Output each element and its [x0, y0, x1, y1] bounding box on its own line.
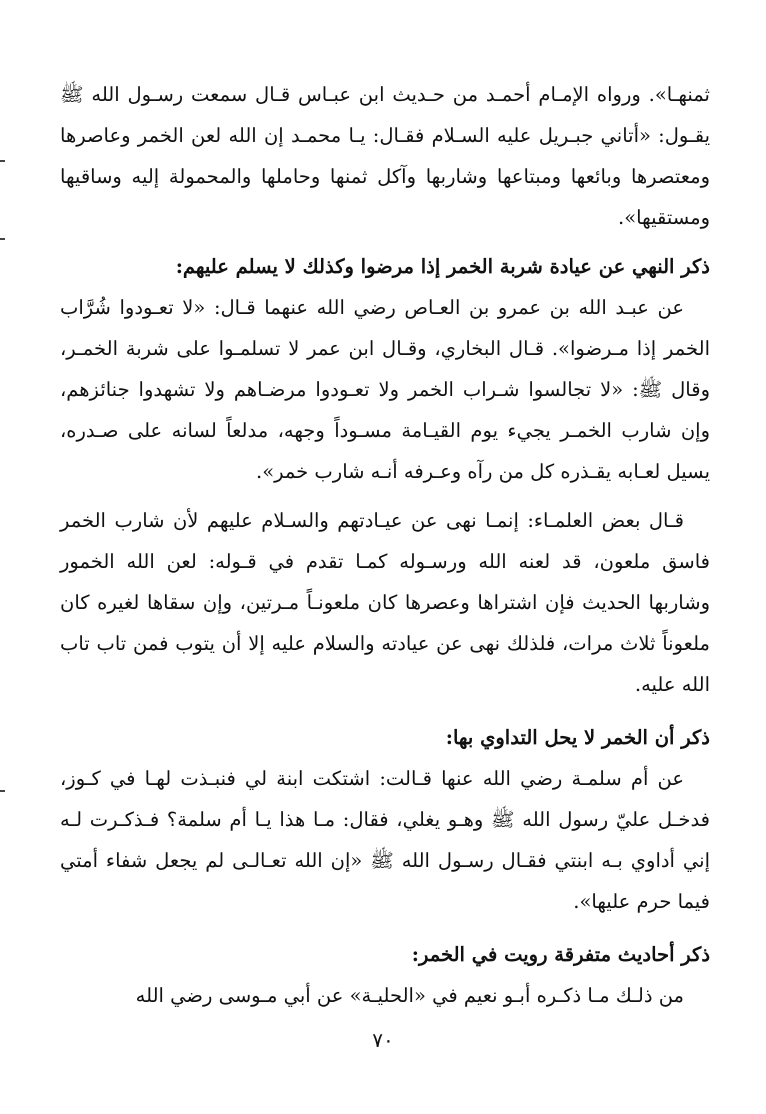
- paragraph-3: قـال بعض العلمـاء: إنمـا نهى عن عيـادتهم والسـلام عليهم لأن شارب الخمر فاسق ملعون، قد لعنه الله ورسـوله كمـا تقدم في قـوله: لعن الله الخمور وشاربها الحديث فإن اشتراها وعصرها كان ملعونـاً مـرتين، وإن سقاها لغيره كان ملعوناً ثلاث مرات، فلذلك نهى عن عيادته والسلام عليه إلا أن يتوب فمن تاب تاب الله عليه.: [60, 509, 710, 696]
- scan-edge-mark: [0, 160, 5, 162]
- section-heading-visiting-drinkers: ذكر النهي عن عيادة شربة الخمر إذا مرضوا وكذلك لا يسلم عليهم:: [175, 255, 710, 278]
- scan-edge-mark: [0, 790, 5, 792]
- paragraph-5: من ذلـك مـا ذكـره أبـو نعيم في «الحليـة» عن أبي مـوسى رضي الله: [135, 984, 684, 1007]
- section-heading-various-hadiths: ذكر أحاديث متفرقة رويت في الخمر:: [411, 943, 710, 966]
- scan-edge-mark: [0, 238, 5, 240]
- paragraph-2: عن عبـد الله بن عمرو بن العـاص رضي الله عنهما قـال: «لا تعـودوا شُرَّاب الخمر إذا مـرضوا». قـال البخاري، وقـال ابن عمر لا تسلمـوا على شربة الخمـر، وقال ﷺ: «لا تجالسوا شـراب الخمر ولا تعـودوا مرضـاهم ولا تشهدوا جنائزهم، وإن شارب الخمـر يجيء يوم القيـامة مسـوداً وجهه، مدلعاً لسانه على صـدره، يسيل لعـابه يقـذره كل من رآه وعـرفه أنـه شارب خمر».: [60, 296, 710, 483]
- page-body: [60, 74, 710, 1016]
- page-number: ٧٠: [372, 1028, 394, 1052]
- paragraph-1: ثمنهـا». ورواه الإمـام أحمـد من حـديث ابن عبـاس قـال سمعت رسـول الله ﷺ يقـول: «أتاني جبـريل عليه السـلام فقـال: يـا محمـد إن الله لعن الخمر وعاصرها ومعتصرها وبائعها ومبتاعها وشاربها وآكل ثمنها وحاملها والمحمولة إليه وساقيها ومستقيها».: [60, 83, 710, 229]
- section-heading-no-medication: ذكر أن الخمر لا يحل التداوي بها:: [445, 726, 710, 749]
- paragraph-4: عن أم سلمـة رضي الله عنها قـالت: اشتكت ابنة لي فنبـذت لهـا في كـوز، فدخـل عليّ رسول الله ﷺ وهـو يغلي، فقال: مـا هذا يـا أم سلمة؟ فـذكـرت لـه إني أداوي بـه ابنتي فقـال رسـول الله ﷺ «إن الله تعـالـى لم يجعل شفاء أمتي فيما حرم عليها».: [60, 767, 710, 913]
